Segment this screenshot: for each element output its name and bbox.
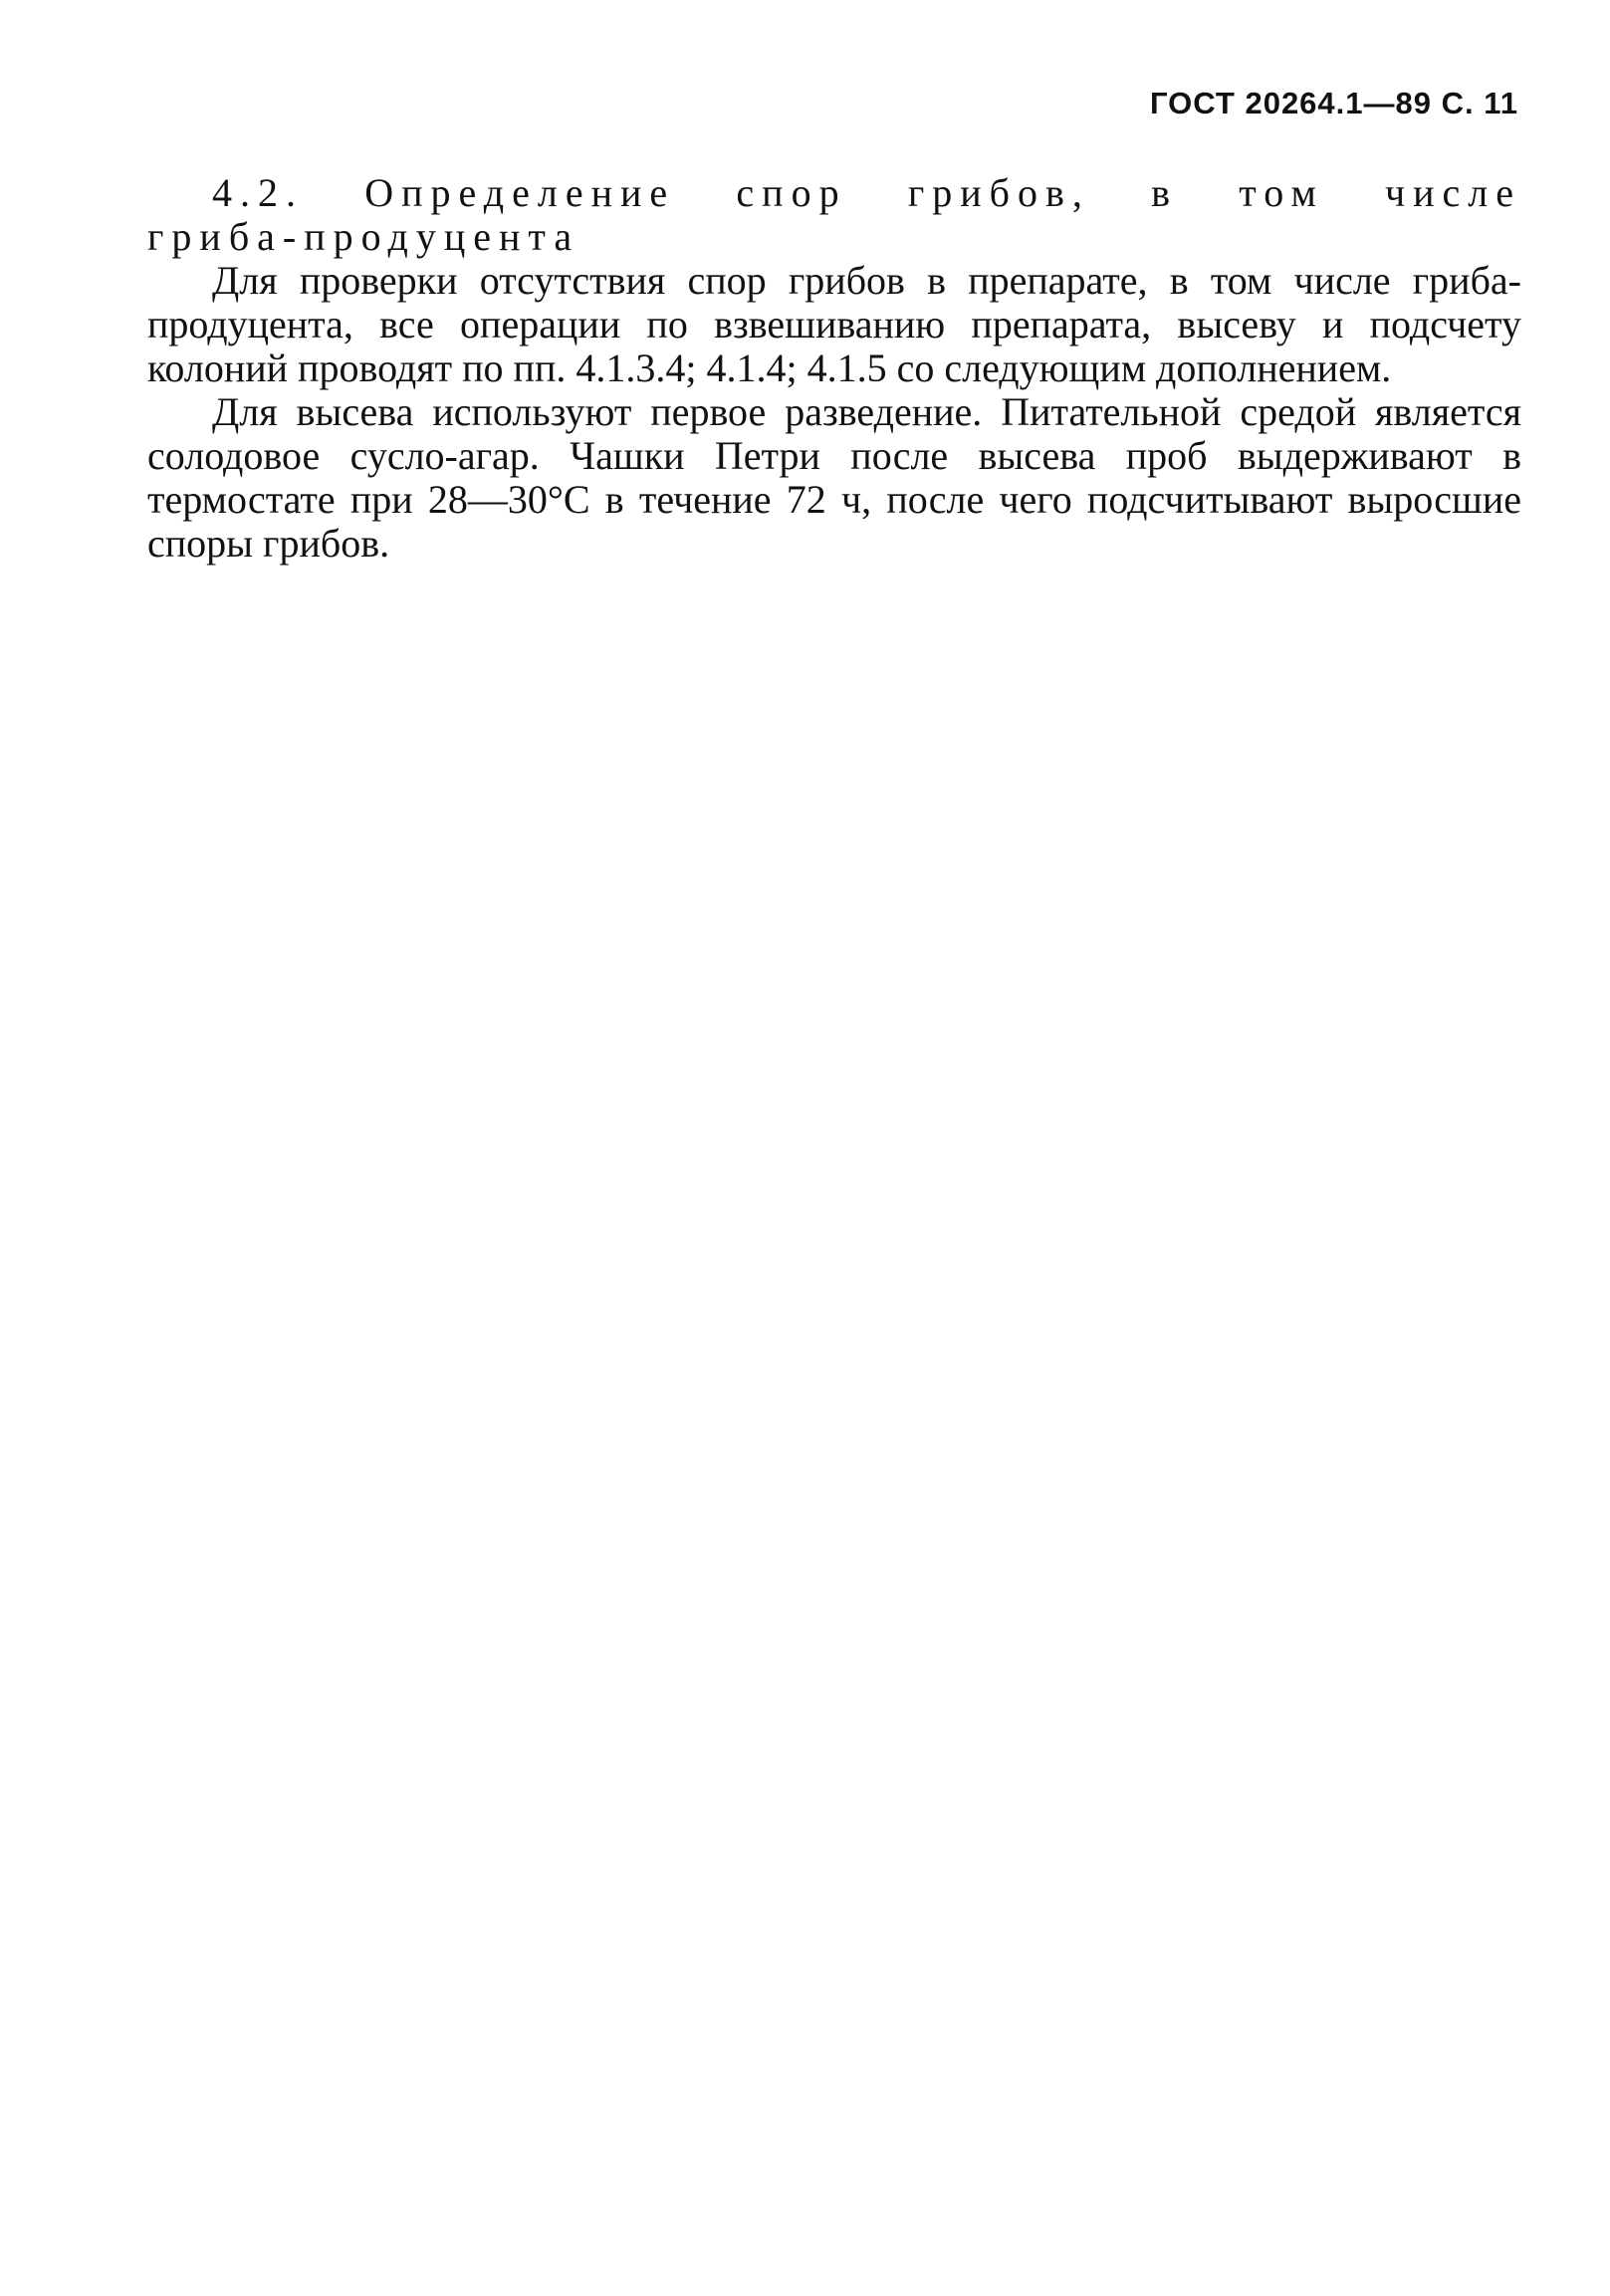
document-body xyxy=(147,171,1521,566)
section-heading: 4.2. Определение спор грибов, в том числе гриба-продуцента xyxy=(147,170,1521,259)
paragraph-2: Для высева используют первое разведение. Питательной средой является солодовое сусло-агар. Чашки Петри после высева проб выдерживают в термостате при 28—30°С в течение 72 ч, после чего подсчитывают выросшие споры грибов. xyxy=(147,389,1521,566)
page-header-standard-ref: ГОСТ 20264.1—89 С. 11 xyxy=(1150,86,1518,120)
paragraph-1: Для проверки отсутствия спор грибов в препарате, в том числе гриба-продуцента, все операции по взвешиванию препарата, высеву и подсчету колоний проводят по пп. 4.1.3.4; 4.1.4; 4.1.5 со следующим дополнением. xyxy=(147,258,1521,390)
